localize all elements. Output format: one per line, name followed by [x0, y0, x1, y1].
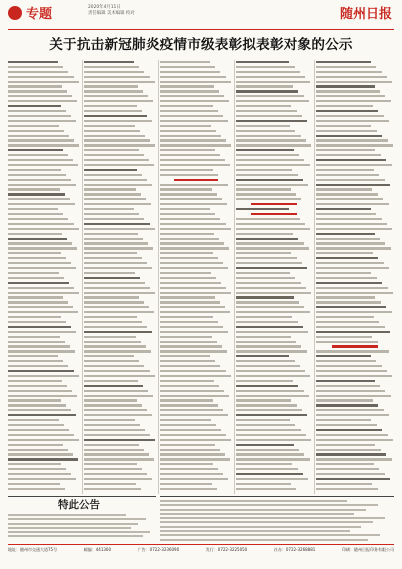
text-line — [8, 227, 80, 232]
text-line — [84, 75, 156, 80]
text-line — [160, 503, 394, 507]
issue-meta — [88, 5, 135, 17]
text-line — [316, 389, 394, 394]
text-line — [8, 389, 80, 394]
column-2 — [84, 60, 156, 494]
masthead — [0, 0, 402, 36]
issue-date: 2020年4月11日 — [88, 5, 121, 10]
text-line — [160, 538, 394, 542]
body-columns — [8, 60, 394, 494]
text-line — [84, 286, 156, 291]
text-line — [8, 75, 80, 80]
text-line — [84, 438, 156, 443]
text-line — [160, 183, 232, 188]
column-5 — [316, 60, 394, 494]
text-line — [8, 291, 80, 296]
footer-item: 发行：0722-3225050 — [205, 547, 248, 552]
text-line — [8, 394, 80, 399]
column-3 — [160, 60, 232, 494]
column-divider — [314, 60, 315, 494]
text-line — [84, 178, 156, 183]
text-line — [8, 183, 80, 188]
column-1 — [8, 60, 80, 494]
section-badge-icon — [8, 6, 22, 20]
text-line — [84, 394, 156, 399]
footer-item: 广告：0722-3236090 — [137, 547, 180, 552]
text-line — [316, 183, 394, 188]
notice-title: 特此公告 — [58, 499, 100, 511]
column-divider — [82, 60, 83, 494]
footer-item: 印刷：随州日报印务有限公司 — [341, 547, 394, 552]
text-line — [316, 286, 394, 291]
text-line — [316, 80, 394, 85]
text-line — [236, 291, 312, 296]
text-line — [160, 389, 232, 394]
text-line — [8, 438, 80, 443]
text-line — [160, 80, 232, 85]
footer-item: 地址：随州市交通大道75号 — [8, 547, 58, 552]
text-line — [84, 487, 156, 492]
text-line — [8, 534, 156, 538]
text-line — [236, 178, 312, 183]
column-divider — [158, 60, 159, 494]
text-line — [316, 438, 394, 443]
header-divider — [8, 29, 394, 30]
text-line — [8, 178, 80, 183]
text-line — [84, 183, 156, 188]
text-line — [316, 178, 394, 183]
text-line — [8, 517, 156, 521]
footer-item: 社办：0722-3268881 — [273, 547, 316, 552]
editor-credits: 责任编辑 美术编辑 校对 — [88, 11, 135, 16]
text-line — [236, 75, 312, 80]
text-line — [316, 487, 394, 492]
text-line — [84, 227, 156, 232]
section-label: 专题 — [26, 7, 53, 22]
footer-item: 邮编：441300 — [83, 547, 112, 552]
text-line — [8, 286, 80, 291]
text-line — [84, 291, 156, 296]
text-line — [316, 394, 394, 399]
text-line — [160, 291, 232, 296]
text-line — [316, 227, 394, 232]
text-line — [160, 286, 232, 291]
page-title: 关于抗击新冠肺炎疫情市级表彰拟表彰对象的公示 — [49, 37, 353, 53]
text-line — [236, 286, 312, 291]
footer — [8, 547, 394, 553]
bottom-text-block — [160, 496, 394, 543]
text-line — [160, 227, 232, 232]
newspaper-logo: 随州日报 — [339, 7, 392, 22]
text-line — [8, 487, 80, 492]
text-line — [84, 389, 156, 394]
text-line — [236, 183, 312, 188]
text-line — [236, 80, 312, 85]
text-line — [84, 80, 156, 85]
column-4 — [236, 60, 312, 494]
text-line — [236, 438, 312, 443]
footer-divider — [8, 544, 394, 545]
text-line — [160, 394, 232, 399]
text-line — [316, 291, 394, 296]
text-line — [316, 75, 394, 80]
text-line — [236, 487, 312, 492]
text-line — [236, 227, 312, 232]
text-line — [236, 389, 312, 394]
text-line — [236, 394, 312, 399]
text-line — [160, 438, 232, 443]
column-divider — [234, 60, 235, 494]
text-line — [8, 80, 80, 85]
bottom-text — [160, 497, 394, 542]
text-line — [160, 487, 232, 492]
text-line — [160, 75, 232, 80]
